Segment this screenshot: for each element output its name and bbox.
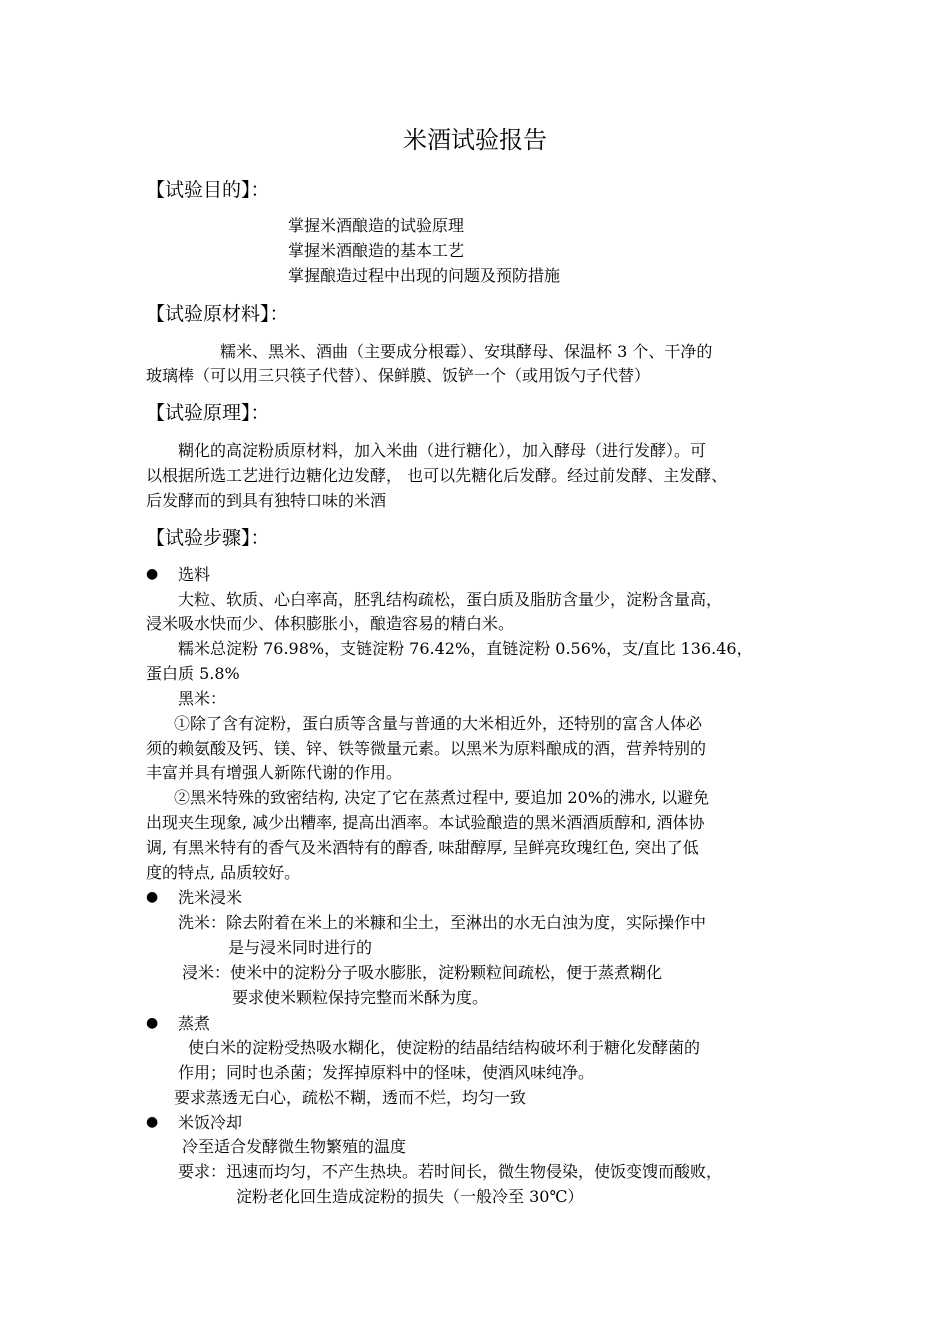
washing-line: 浸米：使米中的淀粉分子吸水膨胀，淀粉颗粒间疏松，便于蒸煮糊化 — [182, 963, 663, 982]
selection-line: 出现夹生现象, 减少出糟率, 提高出酒率。本试验酿造的黑米酒酒质醇和, 酒体协 — [146, 813, 705, 832]
washing-line: 要求使米颗粒保持完整而米酥为度。 — [232, 988, 489, 1007]
section-heading-purpose: 【试验目的】： — [146, 179, 270, 201]
section-heading-materials: 【试验原材料】： — [146, 303, 289, 325]
selection-line: 糯米总淀粉 76.98%，支链淀粉 76.42%，直链淀粉 0.56%，支/直比 136.46， — [178, 639, 753, 658]
principle-line: 后发酵而的到具有独特口味的米酒 — [146, 491, 387, 510]
selection-line: 度的特点, 品质较好。 — [146, 863, 301, 882]
principle-line: 以根据所选工艺进行边糖化边发酵， 也可以先糖化后发酵。经过前发酵、主发酵、 — [146, 466, 728, 485]
step-title-selection: 选料 — [178, 565, 211, 584]
page-title: 米酒试验报告 — [403, 126, 547, 154]
step-title-washing: 洗米浸米 — [178, 888, 243, 907]
selection-line: 浸米吸水快而少、体积膨胀小，酿造容易的精白米。 — [146, 614, 515, 633]
cooling-line: 要求：迅速而均匀，不产生热块。若时间长，微生物侵染，使饭变馊而酸败， — [178, 1162, 723, 1181]
bullet-icon: ● — [146, 1015, 159, 1031]
purpose-item: 掌握酿造过程中出现的问题及预防措施 — [288, 266, 561, 285]
selection-line: 丰富并具有增强人新陈代谢的作用。 — [146, 763, 403, 782]
selection-line: ②黑米特殊的致密结构, 决定了它在蒸煮过程中, 要追加 20%的沸水, 以避免 — [174, 788, 710, 807]
selection-line: 蛋白质 5.8% — [146, 664, 240, 683]
washing-line: 洗米：除去附着在米上的米糠和尘土，至淋出的水无白浊为度，实际操作中 — [178, 913, 707, 932]
selection-line: 黑米： — [178, 689, 227, 708]
materials-line: 糯米、黑米、酒曲（主要成分根霉）、安琪酵母、保温杯 3 个、干净的 — [220, 342, 713, 361]
bullet-icon: ● — [146, 566, 159, 582]
principle-line: 糊化的高淀粉质原材料，加入米曲（进行糖化），加入酵母（进行发酵）。可 — [178, 441, 707, 460]
purpose-item: 掌握米酒酿造的基本工艺 — [288, 241, 465, 260]
cooling-line: 淀粉老化回生造成淀粉的损失（一般冷至 30℃） — [236, 1187, 584, 1206]
steaming-line: 要求蒸透无白心，疏松不糊，透而不烂，均匀一致 — [174, 1088, 527, 1107]
selection-line: 大粒、软质、心白率高，胚乳结构疏松，蛋白质及脂肪含量少，淀粉含量高， — [178, 590, 723, 609]
section-heading-steps: 【试验步骤】： — [146, 527, 270, 549]
section-heading-principle: 【试验原理】： — [146, 402, 270, 424]
purpose-item: 掌握米酒酿造的试验原理 — [288, 216, 465, 235]
bullet-icon: ● — [146, 889, 159, 905]
materials-line: 玻璃棒（可以用三只筷子代替）、保鲜膜、饭铲一个（或用饭勺子代替） — [146, 366, 651, 385]
cooling-line: 冷至适合发酵微生物繁殖的温度 — [182, 1137, 407, 1156]
bullet-icon: ● — [146, 1114, 159, 1130]
step-title-steaming: 蒸煮 — [178, 1014, 211, 1033]
selection-line: 调, 有黑米特有的香气及米酒特有的醇香, 味甜醇厚, 呈鲜亮玫瑰红色, 突出了低 — [146, 838, 699, 857]
step-title-cooling: 米饭冷却 — [178, 1113, 243, 1132]
steaming-line: 使白米的淀粉受热吸水糊化，使淀粉的结晶结结构破坏利于糖化发酵菌的 — [188, 1038, 701, 1057]
selection-line: 须的赖氨酸及钙、镁、锌、铁等微量元素。以黑米为原料酿成的酒，营养特别的 — [146, 739, 707, 758]
steaming-line: 作用；同时也杀菌；发挥掉原料中的怪味，使酒风味纯净。 — [178, 1063, 595, 1082]
selection-line: ①除了含有淀粉，蛋白质等含量与普通的大米相近外，还特别的富含人体必 — [174, 714, 703, 733]
washing-line: 是与浸米同时进行的 — [228, 938, 373, 957]
